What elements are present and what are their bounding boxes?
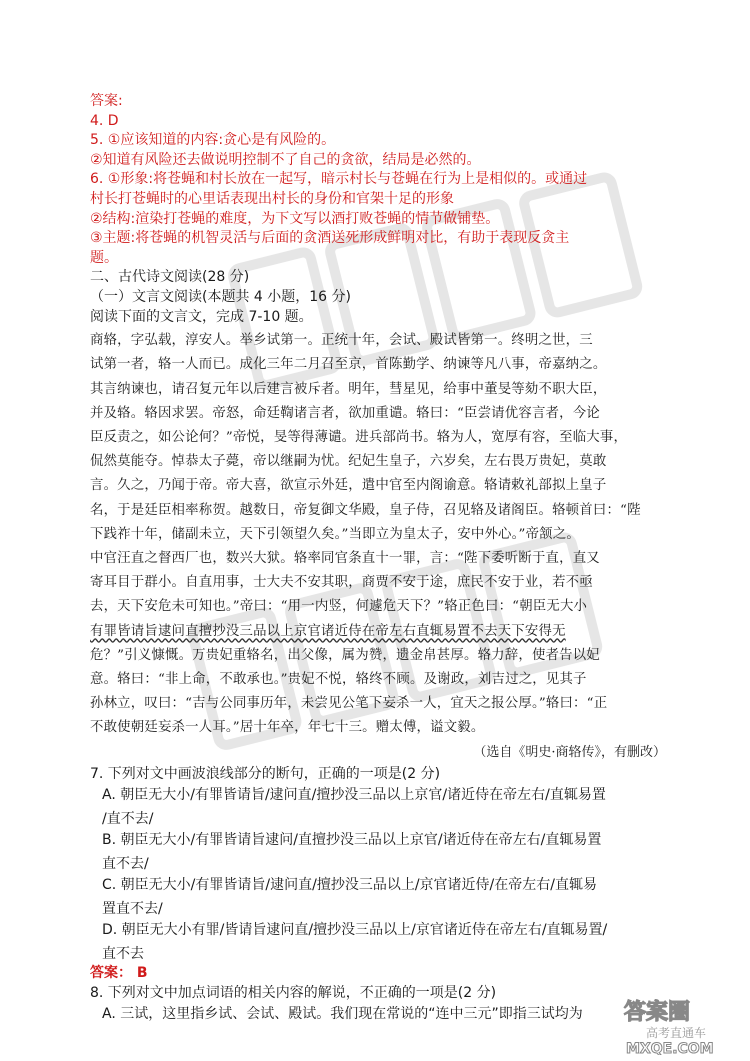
answer-5-line: 5. ①应该知道的内容:贪心是有风险的。 bbox=[90, 132, 336, 149]
section-title: 二、古代诗文阅读(28 分) bbox=[90, 269, 250, 286]
question-7 bbox=[90, 765, 670, 984]
answer-6-line: ③主题:将苍蝇的机智灵活与后面的贪酒送死形成鲜明对比，有助于表现反贪主 bbox=[90, 230, 570, 247]
passage-line: 商辂，字弘载，淳安人。举乡试第一。正统十年，会试、殿试皆第一。终明之世，三 bbox=[90, 333, 593, 349]
passage-line: 其言纳谏也，请召复元年以后建言被斥者。明年，彗星见，给事中董旻等劾不职大臣， bbox=[90, 381, 607, 397]
answer-6-line: ②结构:渲染打苍蝇的难度，为下文写以酒打败苍蝇的情节做铺垫。 bbox=[90, 210, 500, 227]
passage-line: 名，于是廷臣相率称贺。越数日，帝复御文华殿，皇子侍，召见辂及诸阁臣。辂顿首曰：“陛 bbox=[90, 502, 641, 518]
passage-line: 臣反责之，如公论何？”帝悦，旻等得薄谴。进兵部尚书。辂为人，宽厚有容，至临大事， bbox=[90, 429, 628, 445]
option-d: D. 朝臣无大小有罪/皆请旨逮问直/擅抄没三品以上/京官诸近侍在帝左右/直辄易置/ bbox=[102, 922, 608, 939]
question-7-stem: 7. 下列对文中画波浪线部分的断句，正确的一项是(2 分) bbox=[90, 765, 441, 782]
passage-line: 言。久之，乃闻于帝。帝大喜，欲宣示外廷，遣中官至内阁谕意。辂请敕礼部拟上皇子 bbox=[90, 478, 607, 494]
option-b: B. 朝臣无大小/有罪皆请旨逮问/直擅抄没三品以上京官/诸近侍在帝左右/直辄易置 bbox=[102, 832, 602, 849]
passage-line-wavy-underlined: 有罪皆请旨逮问直擅抄没三品以上京官诸近侍在帝左右直辄易置不去天下安得无 bbox=[90, 623, 566, 639]
logo-text: 高考直通车 bbox=[646, 1026, 707, 1040]
question-7-answer: 答案： B bbox=[90, 965, 148, 982]
passage-source: （选自《明史·商辂传》，有删改） bbox=[473, 744, 666, 760]
site-logo-stamp bbox=[616, 993, 736, 1055]
section-instruction: 阅读下面的文言文，完成 7-10 题。 bbox=[90, 308, 313, 325]
answer-label: 答案: bbox=[90, 93, 123, 109]
option-c: C. 朝臣无大小/有罪皆请旨/逮问直/擅抄没三品以上/京官诸近侍/在帝左右/直辄易 bbox=[102, 877, 597, 894]
passage-line: 中官汪直之督西厂也，数兴大狱。辂率同官条直十一罪，言：“陛下委听断于直，直又 bbox=[90, 550, 600, 566]
option-a-cont: /直不去/ bbox=[102, 810, 154, 827]
question-8-stem: 8. 下列对文中加点词语的相关内容的解说，不正确的一项是(2 分) bbox=[90, 984, 497, 1001]
document-page bbox=[90, 92, 670, 1025]
option-c-cont: 置直不去/ bbox=[102, 900, 163, 917]
option-d-cont: 直不去 bbox=[102, 945, 144, 962]
option-b-cont: 直不去/ bbox=[102, 855, 149, 872]
passage-line: 危？”引义慷慨。万贵妃重辂名，出父像，属为赞，遗金帛甚厚。辂力辞，使者告以妃 bbox=[90, 647, 600, 663]
passage-line: 不敢使朝廷妄杀一人耳。”居十年卒，年七十三。赠太傅，谥文毅。 bbox=[90, 720, 485, 736]
answer-4: 4. D bbox=[90, 112, 119, 129]
question-8 bbox=[90, 984, 670, 1025]
subsection-title: （一）文言文阅读(本题共 4 小题，16 分) bbox=[90, 288, 351, 305]
passage-line: 寄耳目于群小。自直用事，士大夫不安其职，商贾不安于途，庶民不安于业，若不亟 bbox=[90, 575, 593, 591]
logo-text: MXQE.COM bbox=[626, 1041, 714, 1055]
passage-line: 意。辂曰：“非上命，不敢承也。”贵妃不悦，辂终不顾。及谢政，刘吉过之，见其子 bbox=[90, 671, 587, 687]
answer-5-line: ②知道有风险还去做说明控制不了自己的贪欲，结局是必然的。 bbox=[90, 151, 481, 168]
answer-6-line: 村长打苍蝇时的心里话表现出村长的身份和官架十足的形象 bbox=[90, 190, 454, 207]
passage-line: 去，天下安危未可知也。”帝曰：“用一内竖，何遽危天下？”辂正色曰：“朝臣无大小 bbox=[90, 599, 588, 615]
passage-line: 并及辂。辂因求罢。帝怒，命廷鞫诸言者，欲加重谴。辂曰：“臣尝请优容言者，今论 bbox=[90, 405, 600, 421]
answer-6-line: 题。 bbox=[90, 249, 118, 266]
passage-line: 下践祚十年，储副未立，天下引领望久矣。”当即立为皇太子，安中外心。”帝颔之。 bbox=[90, 526, 580, 542]
passage-line: 试第一者，辂一人而已。成化三年二月召至京，首陈勤学、纳谏等凡八事，帝嘉纳之。 bbox=[90, 357, 607, 373]
option-a: A. 朝臣无大小/有罪皆请旨/逮问直/擅抄没三品以上京官/诸近侍在帝左右/直辄易置 bbox=[102, 787, 606, 804]
answer-6-line: 6. ①形象:将苍蝇和村长放在一起写，暗示村长与苍蝇在行为上是相似的。或通过 bbox=[90, 171, 588, 188]
option-a: A. 三试，这里指乡试、会试、殿试。我们现在常说的“连中三元”即指三试均为 bbox=[102, 1006, 583, 1023]
classical-passage bbox=[90, 329, 670, 740]
answer-section bbox=[90, 92, 670, 268]
logo-text: 答案圈 bbox=[624, 1000, 691, 1025]
passage-line: 孙林立，叹曰：“吉与公同事历年，未尝见公笔下妄杀一人，宜天之报公厚。”辂曰：“正 bbox=[90, 696, 608, 712]
passage-line: 侃然莫能夺。悼恭太子薨，帝以继嗣为忧。纪妃生皇子，六岁矣，左右畏万贵妃，莫敢 bbox=[90, 454, 607, 470]
